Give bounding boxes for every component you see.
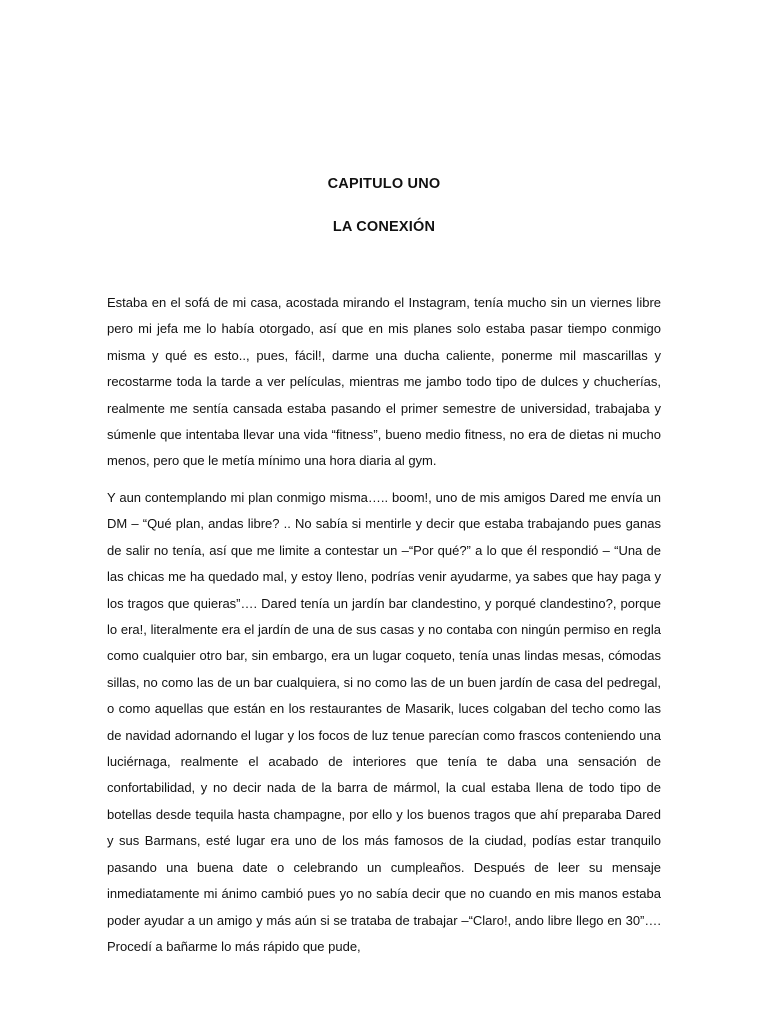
- body-paragraph: Estaba en el sofá de mi casa, acostada mirando el Instagram, tenía mucho sin un viernes libre pero mi jefa me lo había otorgado, así que en mis planes solo estaba pasar tiempo conmigo misma y qué es esto.., pues, fácil!, darme una ducha caliente, ponerme mil mascarillas y recostarme toda la tarde a ver películas, mientras me jambo todo tipo de dulces y chucherías, realmente me sentía cansada estaba pasando el primer semestre de universidad, trabajaba y súmenle que intentaba llevar una vida “fitness”, bueno medio fitness, no era de dietas ni mucho menos, pero que le metía mínimo una hora diaria al gym.: [107, 295, 661, 469]
- chapter-title-heading: LA CONEXIÓN: [332, 219, 436, 235]
- body-paragraph: Y aun contemplando mi plan conmigo misma….. boom!, uno de mis amigos Dared me envía un DM – “Qué plan, andas libre? .. No sabía si mentirle y decir que estaba trabajando pues ganas de salir no tenía, así que me limite a contestar un –“Por qué?” a lo que él respondió – “Una de las chicas me ha quedado mal, y estoy lleno, podrías venir ayudarme, ya sabes que hay paga y los tragos que quieras”…. Dared tenía un jardín bar clandestino, y porqué clandestino?, porque lo era!, literalmente era el jardín de una de sus casas y no contaba con ningún permiso en regla como cualquier otro bar, sin embargo, era un lugar coqueto, tenía unas lindas mesas, cómodas sillas, no como las de un bar cualquiera, si no como las de un buen jardín de casa del pedregal, o como aquellas que están en los restaurantes de Masarik, luces colgaban del techo como las de navidad adornando el lugar y los focos de luz tenue parecían como frascos conteniendo una luciérnaga, realmente el acabado de interiores que tenía te daba una sensación de confortabilidad, y no decir nada de la barra de mármol, la cual estaba llena de todo tipo de botellas desde tequila hasta champagne, por ello y los buenos tragos que ahí preparaba Dared y sus Barmans, esté lugar era uno de los más famosos de la ciudad, podías estar tranquilo pasando una buena date o celebrando un cumpleaños. Después de leer su mensaje inmediatamente mi ánimo cambió pues yo no sabía decir que no cuando en mis manos estaba poder ayudar a un amigo y más aún si se trataba de trabajar –“Claro!, ando libre llego en 30”…. Procedí a bañarme lo más rápido que pude,: [107, 490, 661, 954]
- chapter-number-heading: CAPITULO UNO: [327, 176, 441, 192]
